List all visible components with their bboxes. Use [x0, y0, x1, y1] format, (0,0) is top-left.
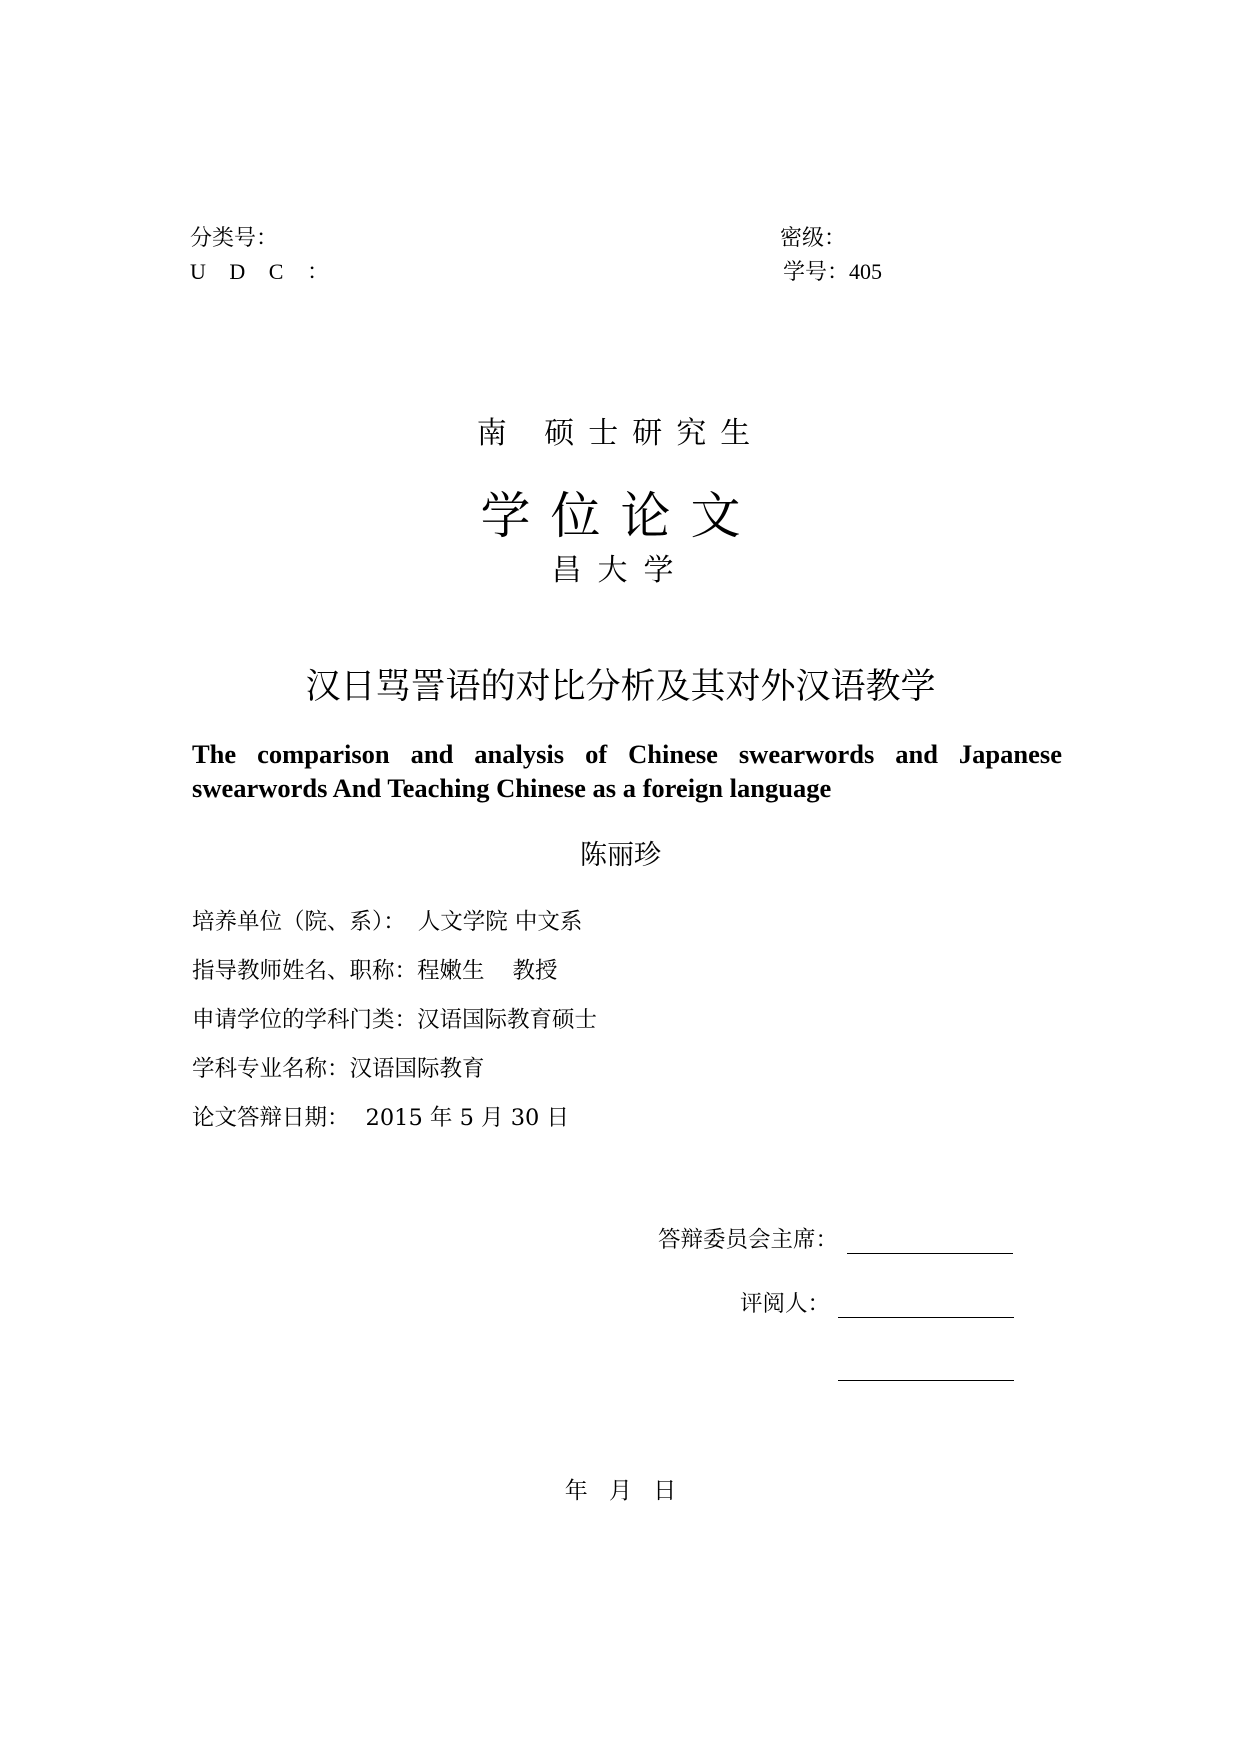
training-unit-label: 培养单位（院、系）： [192, 909, 406, 935]
training-unit-value: 人文学院 中文系 [417, 909, 583, 935]
info-training-unit [192, 907, 582, 937]
degree-category-value: 汉语国际教育硕士 [417, 1007, 598, 1033]
info-advisor [192, 956, 558, 986]
classification-label: 分类号： [190, 226, 279, 251]
advisor-name: 程嫩生 [417, 958, 485, 984]
advisor-title: 教授 [512, 958, 558, 984]
info-defense-date [192, 1103, 569, 1133]
secret-level-label: 密级： [780, 226, 847, 251]
heading-thesis: 学位论文 [480, 487, 761, 545]
committee-chair-signature-line [847, 1253, 1013, 1254]
advisor-label: 指导教师姓名、职称： [192, 958, 418, 984]
committee-chair-label: 答辩委员会主席： [657, 1227, 838, 1253]
reviewer-label: 评阅人： [739, 1291, 830, 1317]
heading-graduate: 南 硕士研究生 [476, 416, 765, 451]
heading-university: 昌大学 [551, 553, 690, 588]
student-id-value: 405 [849, 259, 883, 284]
date-placeholder: 年 月 日 [564, 1478, 677, 1504]
degree-category-label: 申请学位的学科门类： [192, 1007, 418, 1033]
student-id [783, 259, 882, 286]
thesis-title-english: The comparison and analysis of Chinese swearwords and Japanese swearwords And Teaching Chinese as a foreign language [192, 739, 1062, 803]
major-value: 汉语国际教育 [349, 1056, 485, 1082]
author-name: 陈丽珍 [580, 840, 661, 871]
reviewer-signature-line [838, 1317, 1014, 1318]
defense-date-label: 论文答辩日期： [192, 1105, 350, 1131]
additional-signature-line [838, 1380, 1014, 1381]
info-major [192, 1054, 485, 1084]
udc-label: U D C ： [190, 259, 338, 284]
defense-date-value: 2015 年 5 月 30 日 [365, 1105, 569, 1131]
major-label: 学科专业名称： [192, 1056, 350, 1082]
thesis-title-chinese: 汉日骂詈语的对比分析及其对外汉语教学 [305, 667, 936, 707]
info-degree-category [192, 1005, 597, 1035]
student-id-label: 学号： [783, 260, 850, 285]
